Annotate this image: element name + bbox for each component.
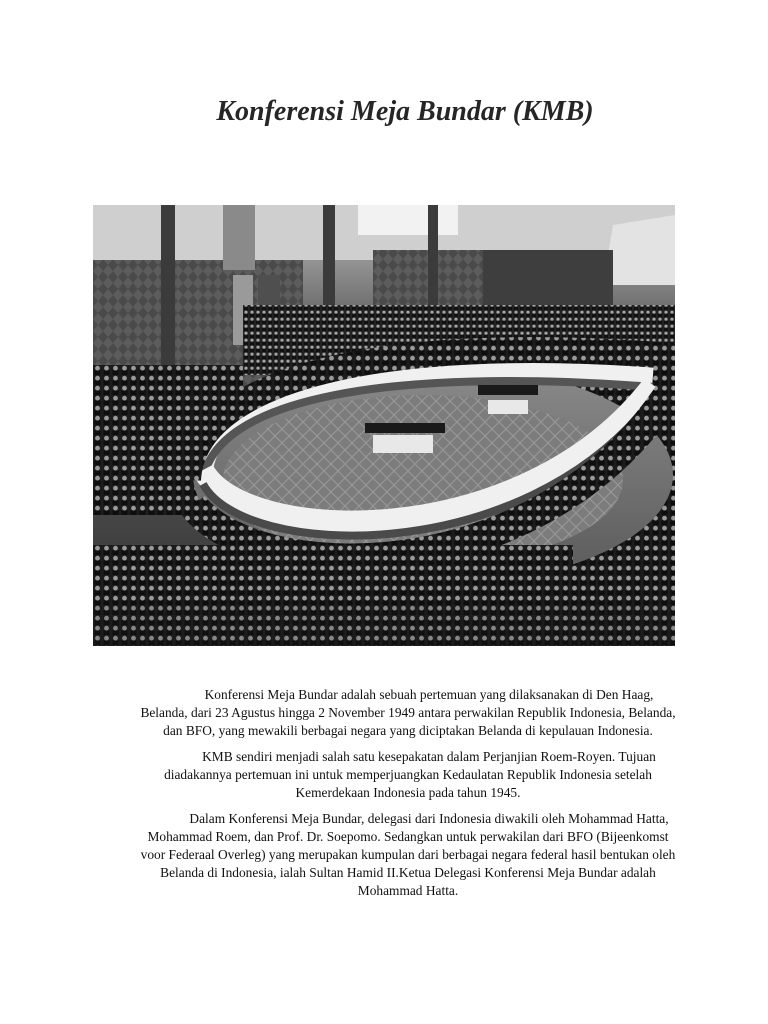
paragraph-intro: Konferensi Meja Bundar adalah sebuah pertemuan yang dilaksanakan di Den Haag, Belanda, dari 23 Agustus hingga 2 November 1949 antara perwakilan Republik Indonesia, Belanda, dan BFO, yang mewakili berbagai negara yang diciptakan Belanda di kepulauan Indonesia. [140,687,676,738]
paragraph-delegates: Dalam Konferensi Meja Bundar, delegasi dari Indonesia diwakili oleh Mohammad Hatta, Mohammad Roem, dan Prof. Dr. Soepomo. Sedangkan untuk perwakilan dari BFO (Bijeenkomst voor Federaal Overleg) yang merupakan kumpulan dari berbagai negara federal hasil bentukan oleh Belanda di Indonesia, ialah Sultan Hamid II.Ketua Delegasi Konferensi Meja Bundar adalah Mohammad Hatta. [140,811,676,898]
paragraph-purpose: KMB sendiri menjadi salah satu kesepakatan dalam Perjanjian Roem-Royen. Tujuan diadakannya pertemuan ini untuk memperjuangkan Kedaulatan Republik Indonesia setelah Kemerdekaan Indonesia pada tahun 1945. [164,749,656,800]
page-title: Konferensi Meja Bundar (KMB) [216,96,594,127]
conference-photo [93,205,675,646]
body-text [138,686,678,908]
